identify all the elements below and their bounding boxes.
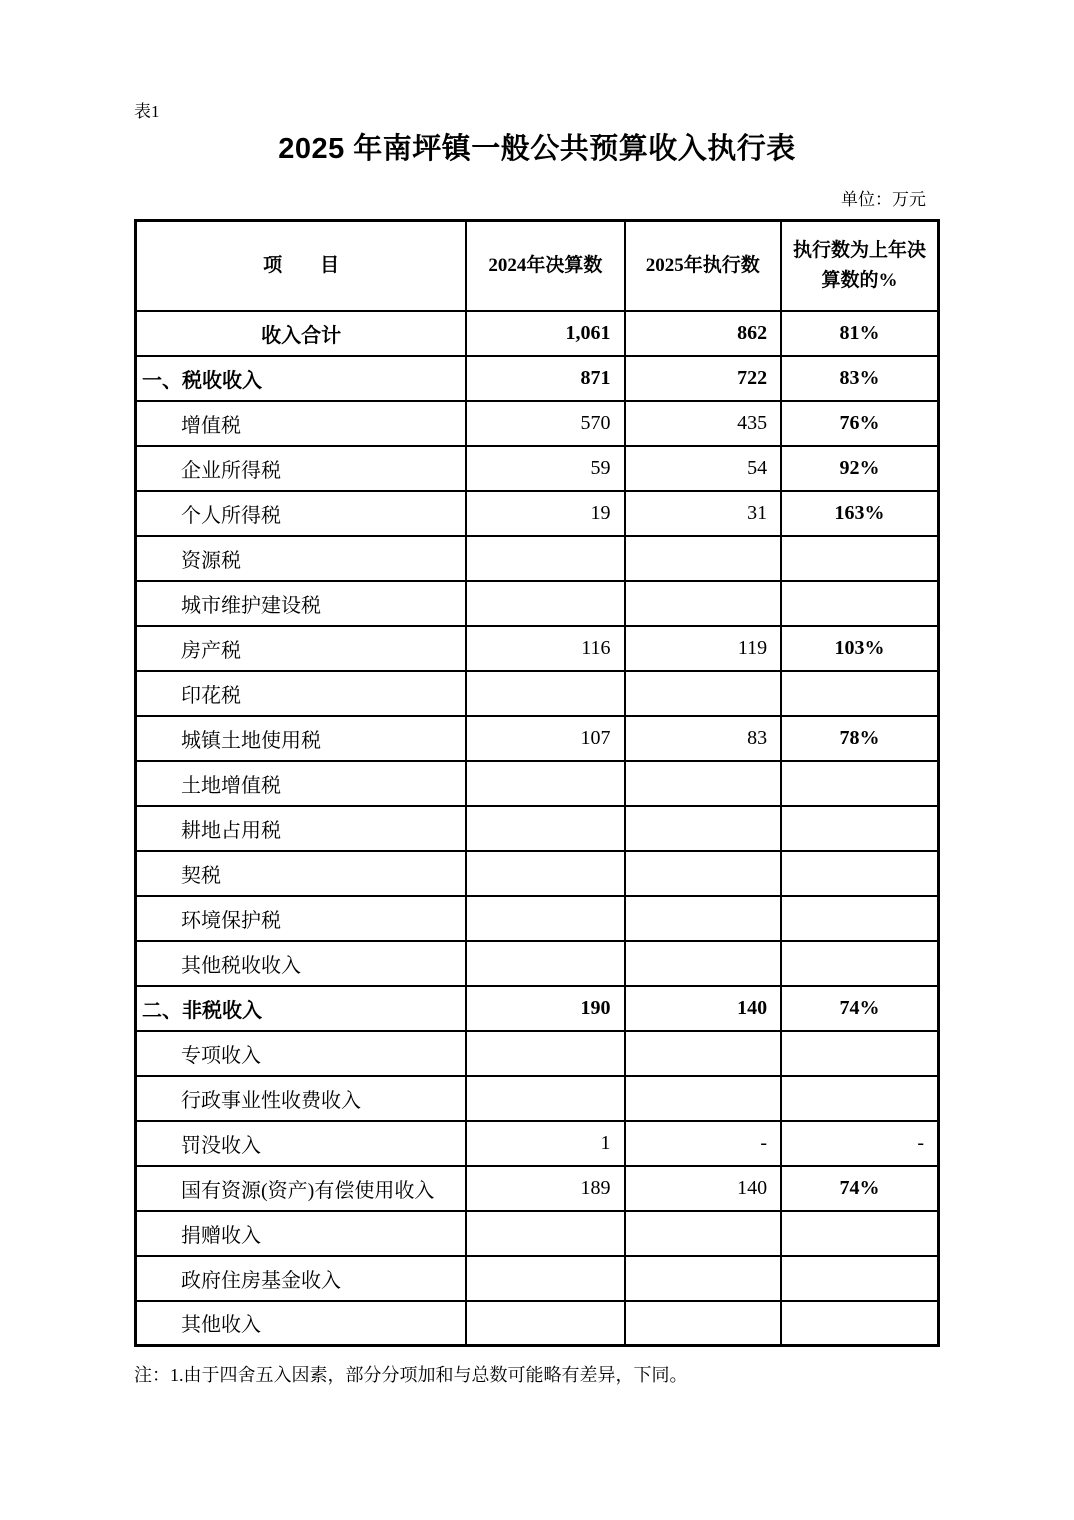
- unit-label: 单位：万元: [841, 190, 926, 209]
- table-row: [136, 806, 939, 851]
- table-row: [136, 716, 939, 761]
- table-row: [136, 986, 939, 1031]
- table-row: [136, 401, 939, 446]
- cell-pct-of-prev-year: 74%: [781, 1166, 938, 1211]
- cell-2025-execution: [625, 1031, 782, 1076]
- cell-pct-of-prev-year: 81%: [781, 311, 938, 356]
- row-label: 专项收入: [136, 1031, 467, 1076]
- cell-2024-final: [466, 806, 624, 851]
- cell-2024-final: 116: [466, 626, 624, 671]
- row-label: 增值税: [136, 401, 467, 446]
- row-label: 契税: [136, 851, 467, 896]
- table-body: [136, 311, 939, 1346]
- cell-2025-execution: [625, 671, 782, 716]
- cell-2024-final: [466, 671, 624, 716]
- cell-2025-execution: -: [625, 1121, 782, 1166]
- col-header-item: 项 目: [136, 221, 467, 311]
- cell-2024-final: 190: [466, 986, 624, 1031]
- row-label: 企业所得税: [136, 446, 467, 491]
- table-row: [136, 1166, 939, 1211]
- cell-2025-execution: [625, 806, 782, 851]
- cell-2025-execution: 83: [625, 716, 782, 761]
- cell-pct-of-prev-year: [781, 806, 938, 851]
- cell-pct-of-prev-year: [781, 536, 938, 581]
- row-label: 捐赠收入: [136, 1211, 467, 1256]
- cell-pct-of-prev-year: [781, 1031, 938, 1076]
- cell-pct-of-prev-year: 83%: [781, 356, 938, 401]
- row-label: 政府住房基金收入: [136, 1256, 467, 1301]
- table-row: [136, 626, 939, 671]
- cell-pct-of-prev-year: 92%: [781, 446, 938, 491]
- cell-pct-of-prev-year: [781, 851, 938, 896]
- cell-pct-of-prev-year: [781, 1076, 938, 1121]
- cell-2025-execution: 140: [625, 1166, 782, 1211]
- cell-2025-execution: [625, 941, 782, 986]
- cell-2024-final: 1,061: [466, 311, 624, 356]
- cell-2024-final: [466, 1256, 624, 1301]
- row-label: 个人所得税: [136, 491, 467, 536]
- row-label: 其他收入: [136, 1301, 467, 1346]
- cell-pct-of-prev-year: [781, 1301, 938, 1346]
- cell-2025-execution: 31: [625, 491, 782, 536]
- table-row: [136, 1121, 939, 1166]
- cell-2024-final: [466, 1211, 624, 1256]
- table-row: [136, 1301, 939, 1346]
- table-row: [136, 896, 939, 941]
- row-label: 资源税: [136, 536, 467, 581]
- col-header-pct-of-prev-year: 执行数为上年决算数的%: [781, 221, 938, 311]
- cell-pct-of-prev-year: [781, 896, 938, 941]
- row-label: 一、税收收入: [136, 356, 467, 401]
- cell-2025-execution: 862: [625, 311, 782, 356]
- cell-2024-final: 1: [466, 1121, 624, 1166]
- page-title: 2025 年南坪镇一般公共预算收入执行表: [278, 133, 796, 165]
- cell-2024-final: 871: [466, 356, 624, 401]
- document-page: [134, 0, 940, 1388]
- cell-pct-of-prev-year: [781, 761, 938, 806]
- cell-2025-execution: 140: [625, 986, 782, 1031]
- cell-pct-of-prev-year: 163%: [781, 491, 938, 536]
- table-row: [136, 1031, 939, 1076]
- cell-2024-final: [466, 1301, 624, 1346]
- header-row: [136, 221, 939, 311]
- row-label: 二、非税收入: [136, 986, 467, 1031]
- row-label: 印花税: [136, 671, 467, 716]
- cell-2025-execution: [625, 761, 782, 806]
- table-row: [136, 446, 939, 491]
- col-header-2024-final: 2024年决算数: [466, 221, 624, 311]
- cell-2025-execution: [625, 1256, 782, 1301]
- cell-2025-execution: [625, 851, 782, 896]
- cell-pct-of-prev-year: [781, 581, 938, 626]
- cell-2024-final: [466, 581, 624, 626]
- cell-pct-of-prev-year: [781, 1256, 938, 1301]
- row-label: 收入合计: [136, 311, 467, 356]
- table-row: [136, 761, 939, 806]
- footnote: 注：1.由于四舍五入因素，部分分项加和与总数可能略有差异，下同。: [134, 1365, 688, 1385]
- budget-table: [134, 219, 940, 1347]
- table-row: [136, 536, 939, 581]
- cell-2025-execution: [625, 1211, 782, 1256]
- table-tag: 表1: [134, 102, 160, 121]
- table-row: [136, 311, 939, 356]
- table-row: [136, 1211, 939, 1256]
- cell-2025-execution: [625, 1301, 782, 1346]
- cell-pct-of-prev-year: [781, 941, 938, 986]
- cell-pct-of-prev-year: 78%: [781, 716, 938, 761]
- cell-2025-execution: 722: [625, 356, 782, 401]
- table-row: [136, 1076, 939, 1121]
- table-row: [136, 671, 939, 716]
- cell-pct-of-prev-year: 103%: [781, 626, 938, 671]
- cell-pct-of-prev-year: [781, 1211, 938, 1256]
- cell-pct-of-prev-year: -: [781, 1121, 938, 1166]
- table-row: [136, 1256, 939, 1301]
- cell-2025-execution: 54: [625, 446, 782, 491]
- cell-2025-execution: [625, 536, 782, 581]
- cell-pct-of-prev-year: 74%: [781, 986, 938, 1031]
- cell-2024-final: 189: [466, 1166, 624, 1211]
- row-label: 城镇土地使用税: [136, 716, 467, 761]
- cell-2025-execution: [625, 1076, 782, 1121]
- row-label: 土地增值税: [136, 761, 467, 806]
- cell-2024-final: [466, 896, 624, 941]
- cell-2025-execution: [625, 581, 782, 626]
- cell-2024-final: [466, 851, 624, 896]
- table-row: [136, 491, 939, 536]
- col-header-2025-execution: 2025年执行数: [625, 221, 782, 311]
- cell-2024-final: 19: [466, 491, 624, 536]
- cell-2024-final: 59: [466, 446, 624, 491]
- cell-2024-final: [466, 1076, 624, 1121]
- cell-pct-of-prev-year: 76%: [781, 401, 938, 446]
- cell-pct-of-prev-year: [781, 671, 938, 716]
- cell-2025-execution: 119: [625, 626, 782, 671]
- table-row: [136, 356, 939, 401]
- cell-2024-final: [466, 761, 624, 806]
- row-label: 城市维护建设税: [136, 581, 467, 626]
- cell-2024-final: [466, 941, 624, 986]
- table-row: [136, 581, 939, 626]
- row-label: 国有资源(资产)有偿使用收入: [136, 1166, 467, 1211]
- row-label: 环境保护税: [136, 896, 467, 941]
- table-header: [136, 221, 939, 311]
- cell-2025-execution: [625, 896, 782, 941]
- table-row: [136, 941, 939, 986]
- cell-2024-final: 570: [466, 401, 624, 446]
- row-label: 耕地占用税: [136, 806, 467, 851]
- cell-2024-final: 107: [466, 716, 624, 761]
- table-row: [136, 851, 939, 896]
- cell-2024-final: [466, 536, 624, 581]
- cell-2024-final: [466, 1031, 624, 1076]
- row-label: 行政事业性收费收入: [136, 1076, 467, 1121]
- row-label: 房产税: [136, 626, 467, 671]
- cell-2025-execution: 435: [625, 401, 782, 446]
- row-label: 罚没收入: [136, 1121, 467, 1166]
- row-label: 其他税收收入: [136, 941, 467, 986]
